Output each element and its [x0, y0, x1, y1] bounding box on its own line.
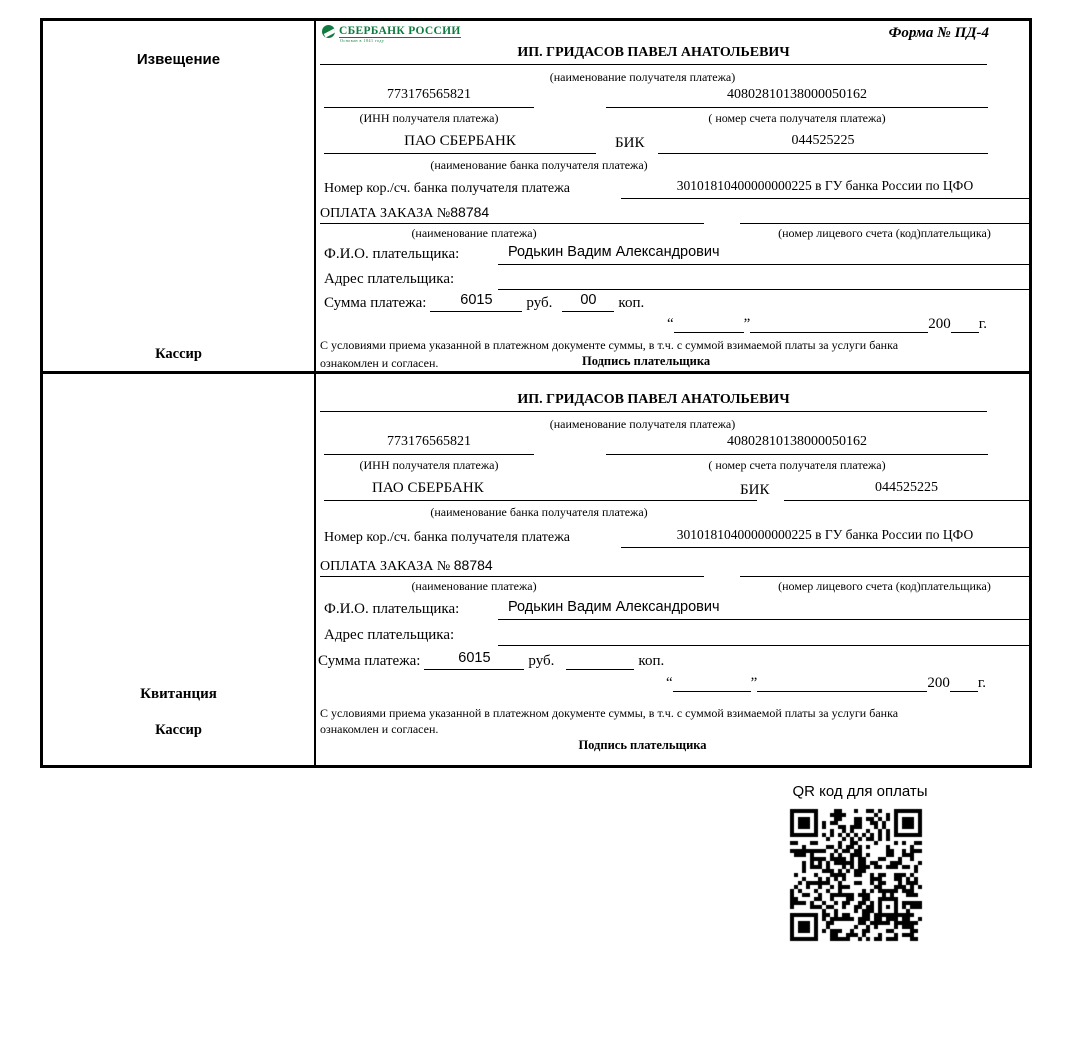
date-month-blank-2 — [757, 673, 927, 692]
bank-caption-2: (наименование банка получателя платежа) — [430, 505, 648, 519]
section-kvitantsiya — [43, 374, 1029, 765]
side-label-kvitantsiya: Квитанция — [140, 686, 217, 702]
date-day-blank-2 — [673, 673, 751, 692]
payer-name-label-2: Ф.И.О. плательщика: — [324, 601, 460, 617]
section1-content — [316, 21, 1029, 371]
payer-address-row — [316, 269, 1029, 291]
corr-label-2: Номер кор./сч. банка получателя платежа — [324, 530, 570, 545]
rub-label-2: руб. — [528, 653, 555, 669]
date-day-blank — [674, 314, 744, 333]
payer-address-label: Адрес плательщика: — [324, 271, 455, 287]
payer-name-label: Ф.И.О. плательщика: — [324, 246, 460, 262]
terms-line2: ознакомлен и согласен. — [320, 356, 439, 370]
payee-name-line — [320, 45, 987, 65]
amount-kop-value-2 — [566, 650, 634, 670]
account-value-2: 40802810138000050162 — [606, 434, 988, 455]
bank-name: ПАО СБЕРБАНК — [324, 133, 596, 154]
inn-value: 773176565821 — [324, 87, 534, 108]
payer-name-value-2: Родькин Вадим Александрович — [498, 599, 1029, 620]
payment-purpose-prefix-2: ОПЛАТА ЗАКАЗА № — [320, 559, 454, 574]
payee-name-caption: (наименование получателя платежа) — [549, 70, 736, 84]
payment-form-border — [40, 18, 1032, 768]
bank-name-2: ПАО СБЕРБАНК — [324, 480, 757, 501]
date-quote-open: “ — [666, 316, 674, 332]
personal-account-caption: (номер лицевого счета (код)плательщика) — [778, 226, 991, 240]
terms-line2-2: ознакомлен и согласен. — [320, 722, 439, 736]
payer-name-row — [316, 244, 1029, 266]
inn-caption: (ИНН получателя платежа) — [359, 111, 499, 125]
date-year-suffix: г. — [978, 316, 987, 332]
amount-rub-value-2: 6015 — [424, 650, 524, 670]
inn-value-2: 773176565821 — [324, 434, 534, 455]
amount-row-2 — [318, 650, 664, 670]
qr-code-image — [787, 806, 925, 944]
sberbank-logo-text: СБЕРБАНК РОССИИ — [339, 25, 461, 37]
bik-value: 044525225 — [658, 133, 988, 154]
date-line-row-2 — [666, 673, 987, 692]
payment-purpose-row — [316, 204, 1029, 225]
payer-name-value: Родькин Вадим Александрович — [498, 244, 1029, 265]
payer-address-label-2: Адрес плательщика: — [324, 627, 455, 643]
payee-name-line-2 — [320, 392, 987, 412]
corr-account-row-2 — [316, 527, 1029, 549]
inn-account-row — [316, 87, 1029, 109]
bank-bik-row-2 — [316, 480, 1029, 502]
signature-label-2: Подпись плательщика — [578, 738, 707, 752]
corr-label: Номер кор./сч. банка получателя платежа — [324, 181, 570, 196]
order-number-2: 88784 — [453, 557, 493, 573]
payment-purpose-row-2 — [316, 557, 1029, 578]
date-year-prefix: 200 — [928, 316, 951, 332]
form-number-label: Форма № ПД-4 — [888, 25, 989, 41]
section-izveshchenie — [43, 21, 1029, 374]
section2-content — [316, 374, 1029, 765]
date-month-blank — [750, 314, 928, 333]
terms-line2-row — [320, 354, 1025, 372]
kop-label: коп. — [618, 295, 645, 311]
rub-label: руб. — [526, 295, 553, 311]
bank-bik-row — [316, 133, 1029, 155]
date-year-prefix-2: 200 — [927, 675, 950, 691]
section1-side-column — [43, 21, 316, 371]
date-year-blank — [951, 314, 979, 333]
payer-name-row-2 — [316, 599, 1029, 621]
date-quote-open-2: “ — [666, 675, 673, 691]
account-caption-2: ( номер счета получателя платежа) — [708, 458, 886, 472]
corr-value-2: 30101810400000000225 в ГУ банка России по ЦФО — [621, 527, 1029, 548]
date-line-row — [646, 314, 987, 333]
bik-label-2: БИК — [740, 482, 770, 498]
date-quote-close: ” — [743, 316, 751, 332]
bank-caption: (наименование банка получателя платежа) — [430, 158, 648, 172]
date-year-suffix-2: г. — [977, 675, 987, 691]
bik-value-2: 044525225 — [784, 480, 1029, 501]
account-caption: ( номер счета получателя платежа) — [708, 111, 886, 125]
sberbank-logo-tagline: Основан в 1841 году — [340, 38, 385, 43]
date-quote-close-2: ” — [750, 675, 758, 691]
corr-value: 30101810400000000225 в ГУ банка России по ЦФО — [621, 178, 1029, 199]
payer-address-value-2 — [498, 625, 1029, 646]
inn-account-row-2 — [316, 434, 1029, 456]
order-number: 88784 — [450, 204, 490, 220]
personal-account-blank — [740, 204, 1029, 224]
payer-address-value — [498, 269, 1029, 290]
amount-row — [324, 292, 644, 312]
inn-caption-2: (ИНН получателя платежа) — [359, 458, 499, 472]
personal-account-caption-2: (номер лицевого счета (код)плательщика) — [778, 579, 991, 593]
payment-caption: (наименование платежа) — [411, 226, 537, 240]
amount-kop-value: 00 — [562, 292, 614, 312]
terms-line1: С условиями приема указанной в платежном документе суммы, в т.ч. с суммой взимаемой платы за услуги банка — [320, 338, 899, 352]
account-value: 40802810138000050162 — [606, 87, 988, 108]
payment-caption-2: (наименование платежа) — [411, 579, 537, 593]
payee-name: ИП. ГРИДАСОВ ПАВЕЛ АНАТОЛЬЕВИЧ — [517, 45, 790, 60]
side-label-izveshchenie: Извещение — [136, 51, 221, 68]
personal-account-blank-2 — [740, 557, 1029, 577]
payee-name-caption-2: (наименование получателя платежа) — [549, 417, 736, 431]
qr-code-label: QR код для оплаты — [792, 783, 928, 800]
sberbank-logo-icon — [322, 25, 335, 38]
bik-label: БИК — [615, 135, 645, 151]
payer-address-row-2 — [316, 625, 1029, 647]
payee-name-2: ИП. ГРИДАСОВ ПАВЕЛ АНАТОЛЬЕВИЧ — [517, 392, 790, 407]
signature-label: Подпись плательщика — [582, 354, 711, 368]
terms-line1-2: С условиями приема указанной в платежном документе суммы, в т.ч. с суммой взимаемой платы за услуги банка — [320, 706, 899, 720]
section2-side-column — [43, 374, 316, 765]
kop-label-2: коп. — [638, 653, 665, 669]
corr-account-row — [316, 178, 1029, 200]
side-label-kassir: Кассир — [155, 346, 202, 362]
amount-label-2: Сумма платежа: — [318, 653, 421, 669]
side-label-kassir-2: Кассир — [155, 722, 202, 738]
payment-purpose-prefix: ОПЛАТА ЗАКАЗА № — [320, 206, 451, 221]
amount-label: Сумма платежа: — [324, 295, 427, 311]
amount-rub-value: 6015 — [430, 292, 522, 312]
sberbank-logo — [322, 25, 472, 43]
date-year-blank-2 — [950, 673, 978, 692]
